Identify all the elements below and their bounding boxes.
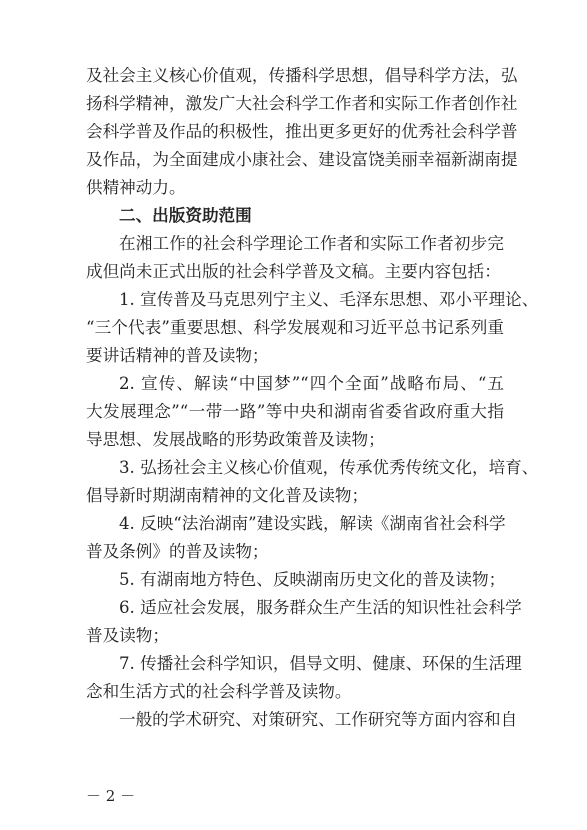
- body-line: 在湘工作的社会科学理论工作者和实际工作者初步完: [119, 234, 504, 253]
- list-item-line: 倡导新时期湖南精神的文化普及读物；: [86, 486, 369, 505]
- list-item-line: 普及读物；: [86, 626, 169, 645]
- list-item-line: 导思想、发展战略的形势政策普及读物；: [86, 430, 385, 449]
- list-item-line: 5. 有湖南地方特色、反映湖南历史文化的普及读物；: [119, 570, 506, 589]
- body-line: 及作品，为全面建成小康社会、建设富饶美丽幸福新湖南提: [86, 150, 518, 169]
- document-body: [86, 62, 539, 734]
- section-heading: 二、出版资助范围: [119, 206, 252, 225]
- list-item-line: 6. 适应社会发展，服务群众生产生活的知识性社会科学: [119, 598, 522, 617]
- body-line: 会科学普及作品的积极性，推出更多更好的优秀社会科学普: [86, 122, 518, 141]
- list-item-line: 大发展理念”“一带一路”等中央和湖南省委省政府重大指: [86, 402, 504, 421]
- list-item-line: 念和生活方式的社会科学普及读物。: [86, 682, 352, 701]
- list-item-line: 2. 宣传、解读“中国梦”“四个全面”战略布局、“五: [119, 374, 504, 393]
- body-line: 供精神动力。: [86, 178, 186, 197]
- list-item-line: 要讲话精神的普及读物；: [86, 346, 269, 365]
- page-number: － 2 －: [86, 787, 136, 805]
- list-item-line: 4. 反映“法治湖南”建设实践，解读《湖南省社会科学: [119, 514, 506, 533]
- body-line: 一般的学术研究、对策研究、工作研究等方面内容和自: [119, 710, 518, 729]
- body-line: 扬科学精神，激发广大社会科学工作者和实际工作者创作社: [86, 94, 518, 113]
- body-line: 及社会主义核心价值观，传播科学思想，倡导科学方法，弘: [86, 66, 518, 85]
- list-item-line: 1. 宣传普及马克思列宁主义、毛泽东思想、邓小平理论、: [119, 290, 539, 309]
- list-item-line: 3. 弘扬社会主义核心价值观，传承优秀传统文化，培育、: [119, 458, 539, 477]
- list-item-line: “三个代表”重要思想、科学发展观和习近平总书记系列重: [86, 318, 504, 337]
- list-item-line: 普及条例》的普及读物；: [86, 542, 269, 561]
- list-item-line: 7. 传播社会科学知识，倡导文明、健康、环保的生活理: [119, 654, 522, 673]
- body-line: 成但尚未正式出版的社会科学普及文稿。主要内容包括：: [86, 262, 501, 281]
